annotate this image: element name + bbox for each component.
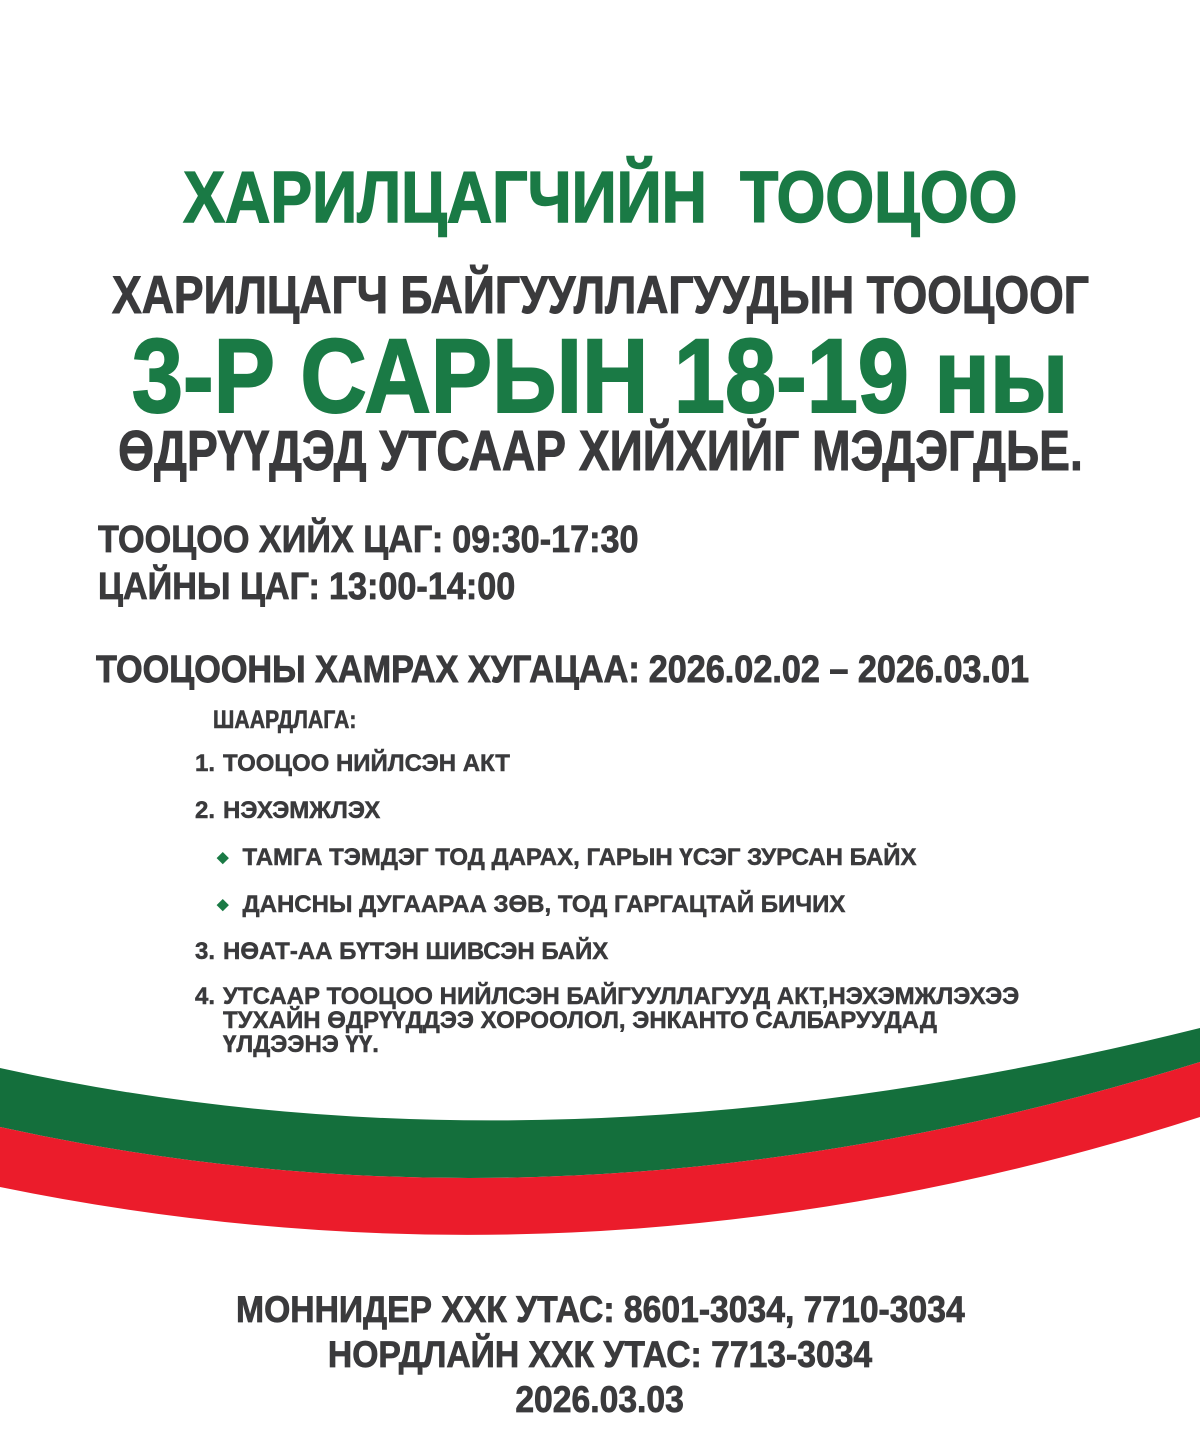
requirements-list bbox=[195, 750, 1115, 1076]
contact-block bbox=[0, 1287, 1200, 1422]
work-hours-label: ТООЦОО ХИЙХ ЦАГ: bbox=[98, 519, 444, 561]
work-hours-value: 09:30-17:30 bbox=[452, 519, 639, 561]
subtitle-line-2: ӨДРҮҮДЭД УТСААР ХИЙХИЙГ МЭДЭГДЬЕ. bbox=[117, 419, 1083, 483]
list-item: ◆ ТАМГА ТЭМДЭГ ТОД ДАРАХ, ГАРЫН ҮСЭГ ЗУРСАН БАЙХ bbox=[217, 844, 917, 871]
requirements-heading: ШААРДЛАГА: bbox=[213, 706, 357, 734]
diamond-bullet-icon: ◆ bbox=[217, 896, 229, 913]
list-item: 1. ТООЦОО НИЙЛСЭН АКТ bbox=[195, 750, 510, 777]
diamond-bullet-icon: ◆ bbox=[217, 849, 229, 866]
list-item: 2. НЭХЭМЖЛЭХ bbox=[195, 797, 381, 824]
period-value: 2026.02.02 – 2026.03.01 bbox=[648, 649, 1030, 691]
subtitle-line-1: ХАРИЛЦАГЧ БАЙГУУЛЛАГУУДЫН ТООЦООГ bbox=[111, 266, 1089, 325]
list-item: 3. НӨАТ-АА БҮТЭН ШИВСЭН БАЙХ bbox=[195, 938, 609, 965]
footer-date: 2026.03.03 bbox=[515, 1379, 685, 1420]
item-number: 1. bbox=[195, 750, 216, 777]
item-number: 3. bbox=[195, 938, 216, 965]
work-hours-row bbox=[98, 517, 699, 564]
item-number: 2. bbox=[195, 797, 216, 824]
break-hours-label: ЦАЙНЫ ЦАГ: bbox=[98, 566, 320, 608]
list-item: ◆ ДАНСНЫ ДУГААРАА ЗӨВ, ТОД ГАРГАЦТАЙ БИЧИХ bbox=[217, 891, 846, 918]
list-item: 4. УТСААР ТООЦОО НИЙЛСЭН БАЙГУУЛЛАГУУД АКТ,НЭХЭМЖЛЭХЭЭ ТУХАЙН ӨДРҮҮДДЭЭ ХОРООЛОЛ, ЭНКАНТО САЛБАРУУДАД ҮЛДЭЭНЭ ҮҮ. bbox=[195, 983, 1020, 1058]
page-title-text: ХАРИЛЦАГЧИЙН ТООЦОО bbox=[182, 158, 1017, 238]
subtitle-date-highlight: 3-Р САРЫН 18-19 ны bbox=[131, 318, 1069, 435]
break-hours-value: 13:00-14:00 bbox=[328, 566, 516, 608]
period-row bbox=[96, 650, 1133, 690]
contact-company-2: НОРДЛАЙН ХХК УТАС: 7713-3034 bbox=[327, 1334, 873, 1375]
break-hours-row bbox=[98, 564, 699, 611]
item-number: 4. bbox=[195, 983, 216, 1010]
period-label: ТООЦООНЫ ХАМРАХ ХУГАЦАА: bbox=[96, 649, 640, 691]
page-title bbox=[0, 158, 1200, 238]
contact-company-1: МОННИДЕР ХХК УТАС: 8601-3034, 7710-3034 bbox=[235, 1289, 965, 1330]
schedule-block bbox=[98, 517, 699, 611]
